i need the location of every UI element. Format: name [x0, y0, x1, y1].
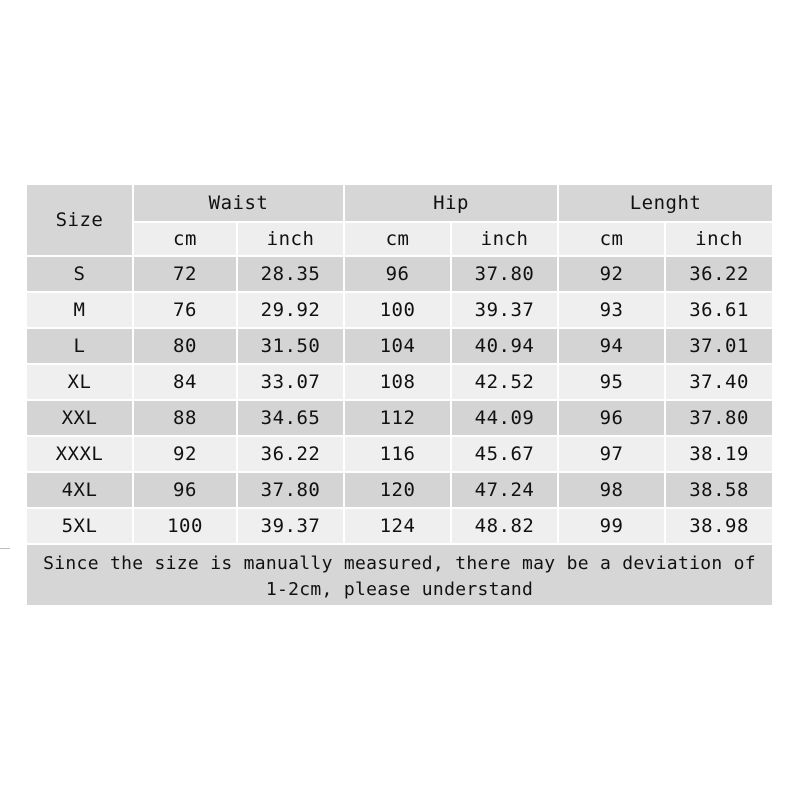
length-inch-cell: 38.19 [666, 437, 772, 471]
length-inch-cell: 36.61 [666, 293, 772, 327]
length-cm-header: cm [559, 223, 664, 255]
waist-inch-header: inch [238, 223, 343, 255]
waist-cm-header: cm [134, 223, 236, 255]
hip-cm-cell: 124 [345, 509, 450, 543]
hip-cm-cell: 120 [345, 473, 450, 507]
size-table [25, 183, 774, 607]
size-cell: 5XL [27, 509, 132, 543]
hip-cm-cell: 108 [345, 365, 450, 399]
length-cm-cell: 98 [559, 473, 664, 507]
length-inch-cell: 37.80 [666, 401, 772, 435]
waist-inch-cell: 33.07 [238, 365, 343, 399]
waist-cm-cell: 76 [134, 293, 236, 327]
length-cm-cell: 99 [559, 509, 664, 543]
hip-cm-cell: 96 [345, 257, 450, 291]
length-inch-cell: 37.01 [666, 329, 772, 363]
hip-inch-cell: 40.94 [452, 329, 557, 363]
length-inch-cell: 36.22 [666, 257, 772, 291]
hip-inch-cell: 48.82 [452, 509, 557, 543]
table-row [27, 365, 772, 399]
table-row [27, 437, 772, 471]
length-inch-cell: 37.40 [666, 365, 772, 399]
hip-cm-cell: 112 [345, 401, 450, 435]
size-chart [25, 183, 772, 607]
hip-cm-cell: 104 [345, 329, 450, 363]
hip-inch-cell: 44.09 [452, 401, 557, 435]
waist-cm-cell: 100 [134, 509, 236, 543]
table-row [27, 329, 772, 363]
size-cell: XL [27, 365, 132, 399]
waist-inch-cell: 34.65 [238, 401, 343, 435]
measurement-note: Since the size is manually measured, there may be a deviation of 1-2cm, please understand [27, 545, 772, 605]
hip-inch-cell: 39.37 [452, 293, 557, 327]
waist-inch-cell: 28.35 [238, 257, 343, 291]
size-cell: XXL [27, 401, 132, 435]
waist-cm-cell: 88 [134, 401, 236, 435]
table-body [27, 257, 772, 605]
waist-inch-cell: 29.92 [238, 293, 343, 327]
size-cell: L [27, 329, 132, 363]
hip-header: Hip [345, 185, 557, 221]
waist-cm-cell: 92 [134, 437, 236, 471]
hip-cm-cell: 100 [345, 293, 450, 327]
waist-cm-cell: 72 [134, 257, 236, 291]
waist-inch-cell: 31.50 [238, 329, 343, 363]
table-row [27, 293, 772, 327]
hip-inch-cell: 37.80 [452, 257, 557, 291]
size-cell: XXXL [27, 437, 132, 471]
table-row [27, 401, 772, 435]
length-cm-cell: 93 [559, 293, 664, 327]
hip-cm-cell: 116 [345, 437, 450, 471]
waist-inch-cell: 39.37 [238, 509, 343, 543]
table-row [27, 473, 772, 507]
table-row [27, 257, 772, 291]
hip-inch-header: inch [452, 223, 557, 255]
waist-cm-cell: 80 [134, 329, 236, 363]
length-cm-cell: 94 [559, 329, 664, 363]
length-inch-cell: 38.98 [666, 509, 772, 543]
divider-line [0, 548, 10, 549]
hip-cm-header: cm [345, 223, 450, 255]
length-cm-cell: 92 [559, 257, 664, 291]
waist-cm-cell: 84 [134, 365, 236, 399]
hip-inch-cell: 47.24 [452, 473, 557, 507]
size-cell: 4XL [27, 473, 132, 507]
size-cell: S [27, 257, 132, 291]
length-cm-cell: 95 [559, 365, 664, 399]
waist-header: Waist [134, 185, 343, 221]
length-inch-cell: 38.58 [666, 473, 772, 507]
hip-inch-cell: 42.52 [452, 365, 557, 399]
waist-inch-cell: 36.22 [238, 437, 343, 471]
length-cm-cell: 97 [559, 437, 664, 471]
length-inch-header: inch [666, 223, 772, 255]
size-cell: M [27, 293, 132, 327]
size-header: Size [27, 185, 132, 255]
hip-inch-cell: 45.67 [452, 437, 557, 471]
waist-cm-cell: 96 [134, 473, 236, 507]
length-cm-cell: 96 [559, 401, 664, 435]
table-row [27, 509, 772, 543]
waist-inch-cell: 37.80 [238, 473, 343, 507]
length-header: Lenght [559, 185, 772, 221]
